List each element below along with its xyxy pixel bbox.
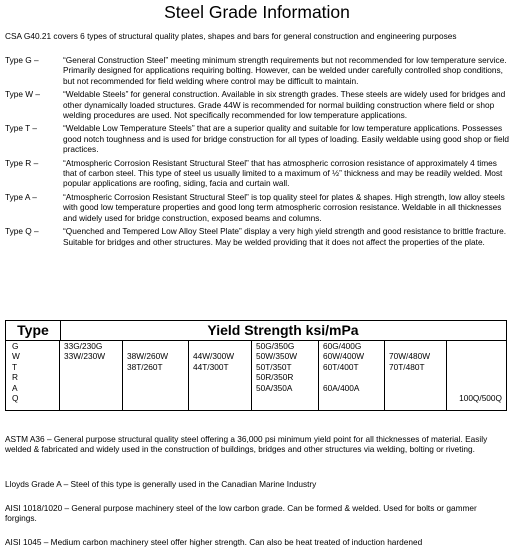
yield-value <box>127 341 188 351</box>
type-r-row <box>5 158 510 189</box>
type-code: Type T – <box>5 123 37 134</box>
type-w-row <box>5 89 510 120</box>
yield-column-50 <box>252 341 319 410</box>
type-q-row <box>5 226 510 247</box>
yield-column-60 <box>319 341 385 410</box>
intro-paragraph: CSA G40.21 covers 6 types of structural quality plates, shapes and bars for general construction and engineering purposes <box>5 31 457 41</box>
type-letter: T <box>12 361 18 372</box>
yield-value: 50T/350T <box>256 361 292 372</box>
type-code: Type W – <box>5 89 41 100</box>
type-letter: Q <box>12 393 19 404</box>
yield-value: 50R/350R <box>256 372 294 383</box>
note-astm-a36: ASTM A36 – General purpose structural quality steel offering a 36,000 psi minimum yield point for all thicknesses of material. Easily welded & fabricated and widely used in the construction of buildings, bridges and other structures via welding, bolting or riveting. <box>5 434 488 455</box>
type-a-row <box>5 192 510 223</box>
yield-value: 38W/260W <box>127 351 169 362</box>
type-t-row <box>5 123 510 154</box>
yield-value: 60A/400A <box>323 382 360 393</box>
yield-value: 100Q/500Q <box>459 393 502 404</box>
yield-column-100 <box>447 341 506 410</box>
yield-value: 50G/350G <box>256 341 295 351</box>
yield-value: 60T/400T <box>323 361 359 372</box>
type-code: Type A – <box>5 191 37 202</box>
note-lloyds-grade-a: Lloyds Grade A – Steel of this type is generally used in the Canadian Marine Industry <box>5 479 317 489</box>
yield-column-44 <box>189 341 252 410</box>
yield-value: 33W/230W <box>64 351 106 362</box>
note-aisi-1018-1020: AISI 1018/1020 – General purpose machinery steel of the low carbon grade. Can be formed & welded. Used for bolts or gammer forgings. <box>5 503 477 524</box>
yield-column-38 <box>123 341 189 410</box>
yield-value: 50W/350W <box>256 351 298 362</box>
note-aisi-1045: AISI 1045 – Medium carbon machinery steel offer higher strength. Can also be heat treated of induction hardened <box>5 537 423 547</box>
type-letter: G <box>12 341 19 351</box>
type-code: Type R – <box>5 157 39 168</box>
yield-value <box>323 372 384 382</box>
yield-value: 50A/350A <box>256 382 293 393</box>
yield-value: 70T/480T <box>389 361 425 372</box>
yield-value <box>389 341 446 351</box>
type-column-header: Type <box>6 321 61 340</box>
type-description: “Atmospheric Corrosion Resistant Structural Steel” that has atmospheric corrosion resistance of approximately 4 times that of carbon steel. This type of steel us usually limited to a maximum of ½” thickness and may be readily welded. Most popular applications are roofing, siding, facia and curtain wall. <box>63 157 503 189</box>
yield-value: 70W/480W <box>389 351 431 362</box>
type-description: “Weldable Steels” for general construction. Available in six strength grades. These steels are widely used for bridges and other dynamically loaded structures. Grade 44W is recommended for normal building construction where field or shop welding procedures are used. Not specifically recommended for low temperature applications. <box>63 89 506 121</box>
yield-column-33 <box>60 341 123 410</box>
page-title: Steel Grade Information <box>164 2 350 22</box>
yield-value: 60W/400W <box>323 351 365 362</box>
yield-value: 60G/400G <box>323 341 362 351</box>
yield-value: 44T/300T <box>193 361 229 372</box>
type-description: “Weldable Low Temperature Steels” that are a superior quality and suitable for low temperature applications. Possesses good notch toughness and is used for bridge construction for all types of loading. Easily weldable using good shop or field practices. <box>63 123 510 155</box>
type-description: “Quenched and Tempered Low Alloy Steel Plate” display a very high yield strength and good resistance to brittle fracture. Suitable for bridges and other structures. May be welded providing that it does not affect the properties of the plate. <box>63 226 507 247</box>
type-code: Type G – <box>5 55 39 65</box>
yield-strength-table <box>5 320 507 411</box>
type-letter: A <box>12 382 18 393</box>
type-letter: R <box>12 372 18 383</box>
yield-column-70 <box>385 341 447 410</box>
type-list <box>5 55 510 250</box>
yield-column-header: Yield Strength ksi/mPa <box>207 322 359 338</box>
type-g-row <box>5 55 510 86</box>
type-description: “Atmospheric Corrosion Resistant Structural Steel” is top quality steel for plates & shapes. High strength, low alloy steels with good low temperature properties and good long term atmospheric corrosion resistance. Weldable in all thicknesses and widely used for bridge construction, exposed beams and columns. <box>63 191 505 223</box>
yield-value: 33G/230G <box>64 341 103 351</box>
yield-value <box>193 341 251 351</box>
type-letter: W <box>12 351 20 362</box>
yield-value: 38T/260T <box>127 361 163 372</box>
type-description: “General Construction Steel” meeting minimum strength requirements but not recommended for low temperature service. Primarily designed for applications requiring bolting. However, can be welded under carefully controlled shop conditions, but not recommended for field welding where control may be difficult to maintain. <box>63 55 507 86</box>
yield-table-header <box>6 321 506 341</box>
type-code: Type Q – <box>5 226 39 237</box>
type-letters-column <box>6 341 60 410</box>
yield-value: 44W/300W <box>193 351 235 362</box>
